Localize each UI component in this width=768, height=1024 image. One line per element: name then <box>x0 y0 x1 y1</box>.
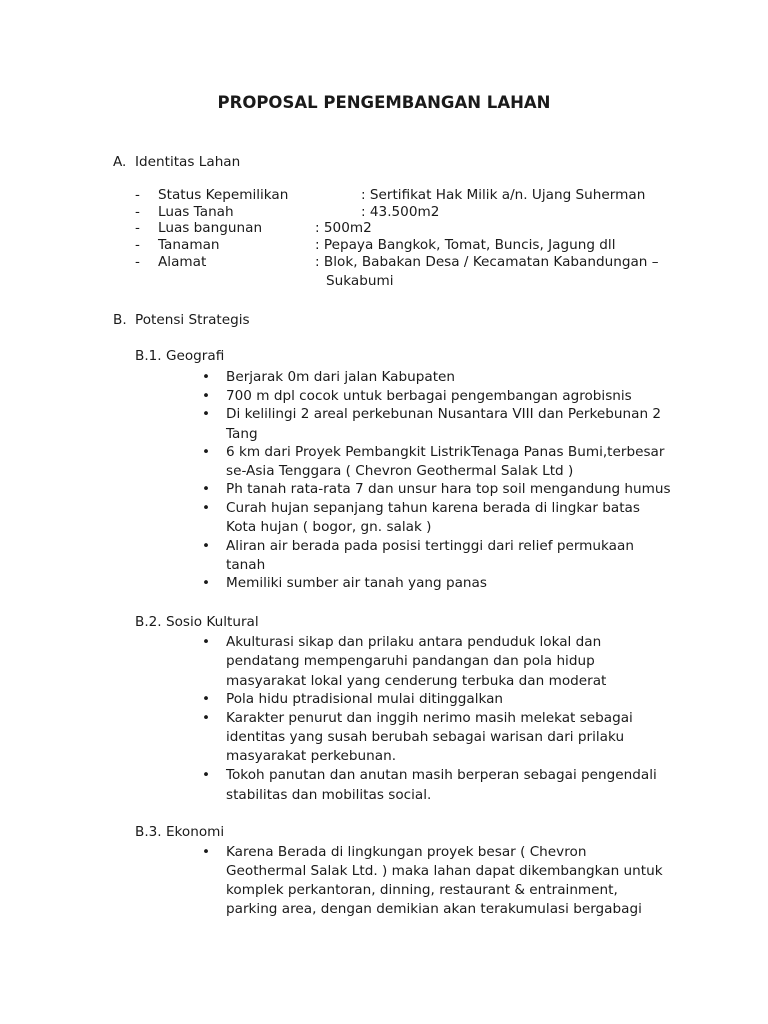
section-b-heading: Potensi Strategis <box>135 312 250 328</box>
field-value-tanaman: : Pepaya Bangkok, Tomat, Buncis, Jagung dll <box>315 237 616 253</box>
document-title: PROPOSAL PENGEMBANGAN LAHAN <box>217 93 551 112</box>
list-item-cont: Geothermal Salak Ltd. ) maka lahan dapat dikembangkan untuk <box>226 863 663 879</box>
list-item: 6 km dari Proyek Pembangkit ListrikTenaga Panas Bumi,terbesar <box>226 444 665 460</box>
bullet-marker: • <box>202 444 211 460</box>
list-item-cont: masyarakat perkebunan. <box>226 748 397 764</box>
list-item: Karakter penurut dan inggih nerimo masih melekat sebagai <box>226 710 633 726</box>
section-b-marker: B. <box>113 312 127 328</box>
list-item-cont: identitas yang susah berubah sebagai warisan dari prilaku <box>226 729 625 745</box>
subsection-b1-heading: B.1. Geografi <box>135 348 225 364</box>
list-item-cont: masyarakat lokal yang cenderung terbuka dan moderat <box>226 673 607 689</box>
list-item: Di kelilingi 2 areal perkebunan Nusantara VIII dan Perkebunan 2 <box>226 406 662 422</box>
bullet-marker: • <box>202 481 211 497</box>
field-label-alamat: Alamat <box>158 254 207 270</box>
list-item-cont: tanah <box>226 557 266 573</box>
bullet-marker: • <box>202 767 211 783</box>
list-item: Curah hujan sepanjang tahun karena berada di lingkar batas <box>226 500 640 516</box>
list-item: Karena Berada di lingkungan proyek besar ( Chevron <box>226 844 587 860</box>
list-item: Memiliki sumber air tanah yang panas <box>226 575 487 591</box>
bullet-marker: • <box>202 575 211 591</box>
field-label-luas-tanah: Luas Tanah <box>158 204 234 220</box>
list-item: Berjarak 0m dari jalan Kabupaten <box>226 369 456 385</box>
bullet-marker: • <box>202 634 211 650</box>
list-item-cont: se-Asia Tenggara ( Chevron Geothermal Salak Ltd ) <box>226 463 574 479</box>
list-item-cont: parking area, dengan demikian akan terakumulasi bergabagi <box>226 901 642 917</box>
list-item-cont: Tang <box>226 426 258 442</box>
list-item-cont: stabilitas dan mobilitas social. <box>226 787 432 803</box>
dash-marker: - <box>135 220 140 236</box>
section-a-marker: A. <box>113 154 127 170</box>
list-item: Akulturasi sikap dan prilaku antara penduduk lokal dan <box>226 634 602 650</box>
subsection-b2-heading: B.2. Sosio Kultural <box>135 614 259 630</box>
field-value-alamat: : Blok, Babakan Desa / Kecamatan Kabandungan – <box>315 254 659 270</box>
list-item: Aliran air berada pada posisi tertinggi dari relief permukaan <box>226 538 634 554</box>
bullet-marker: • <box>202 500 211 516</box>
subsection-b3-heading: B.3. Ekonomi <box>135 824 225 840</box>
list-item: Tokoh panutan dan anutan masih berperan sebagai pengendali <box>226 767 657 783</box>
list-item-cont: Kota hujan ( bogor, gn. salak ) <box>226 519 432 535</box>
dash-marker: - <box>135 254 140 270</box>
bullet-marker: • <box>202 406 211 422</box>
field-label-luas-bangunan: Luas bangunan <box>158 220 263 236</box>
field-value-luas-bangunan: : 500m2 <box>315 220 372 236</box>
bullet-marker: • <box>202 691 211 707</box>
field-label-status: Status Kepemilikan <box>158 187 289 203</box>
bullet-marker: • <box>202 538 211 554</box>
list-item: Pola hidu ptradisional mulai ditinggalkan <box>226 691 504 707</box>
list-item-cont: pendatang mempengaruhi pandangan dan pola hidup <box>226 653 595 669</box>
bullet-marker: • <box>202 388 211 404</box>
list-item: Ph tanah rata-rata 7 dan unsur hara top soil mengandung humus <box>226 481 671 497</box>
list-item: 700 m dpl cocok untuk berbagai pengembangan agrobisnis <box>226 388 632 404</box>
list-item-cont: komplek perkantoran, dinning, restaurant & entrainment, <box>226 882 618 898</box>
dash-marker: - <box>135 237 140 253</box>
dash-marker: - <box>135 187 140 203</box>
bullet-marker: • <box>202 710 211 726</box>
field-label-tanaman: Tanaman <box>158 237 220 253</box>
field-value-status: : Sertifikat Hak Milik a/n. Ujang Suherman <box>361 187 646 203</box>
section-a-heading: Identitas Lahan <box>135 154 241 170</box>
bullet-marker: • <box>202 844 211 860</box>
field-value-alamat-cont: Sukabumi <box>326 273 394 289</box>
field-value-luas-tanah: : 43.500m2 <box>361 204 440 220</box>
bullet-marker: • <box>202 369 211 385</box>
dash-marker: - <box>135 204 140 220</box>
